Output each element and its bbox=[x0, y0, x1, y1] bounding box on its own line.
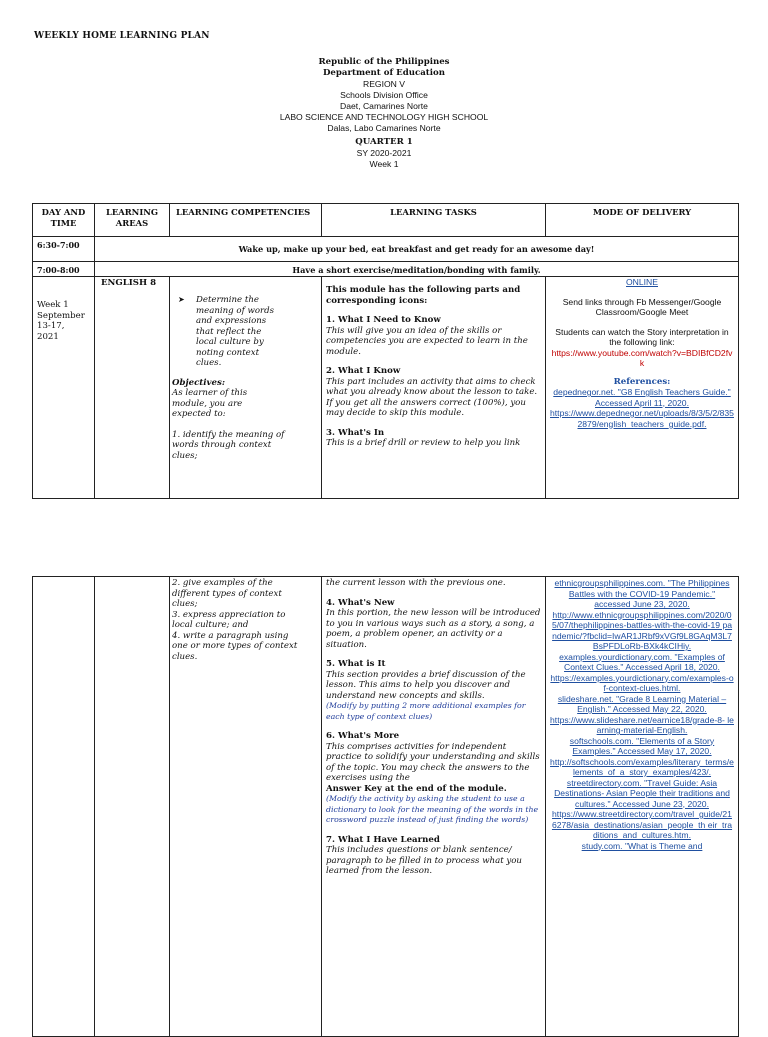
school-name: LABO SCIENCE AND TECHNOLOGY HIGH SCHOOL bbox=[279, 112, 489, 122]
objective-item: 1. identify the meaning of words through context clues; bbox=[172, 429, 285, 461]
task-note: (Modify by putting 2 more additional examples for each type of context clues) bbox=[326, 701, 526, 721]
tasks-cell bbox=[322, 277, 546, 499]
republic-line: Republic of the Philippines bbox=[318, 57, 450, 67]
task-text: This is a brief drill or review to help you link bbox=[326, 438, 521, 448]
competencies-cell-continued bbox=[170, 577, 322, 1037]
learning-area-cell-continued bbox=[95, 577, 170, 1037]
col-tasks: LEARNING TASKS bbox=[322, 204, 546, 237]
quarter-block bbox=[0, 137, 768, 170]
col-day-time: DAY AND TIME bbox=[33, 204, 95, 237]
online-link[interactable]: ONLINE bbox=[626, 277, 658, 287]
task-title: 3. What's In bbox=[326, 427, 385, 438]
location-line: Daet, Camarines Norte bbox=[340, 101, 428, 111]
week-day-cell: Week 1 September 13-17, 2021 bbox=[33, 277, 95, 499]
school-header bbox=[0, 57, 768, 134]
col-competencies: LEARNING COMPETENCIES bbox=[170, 204, 322, 237]
reference-item[interactable]: softschools.com. "Elements of a Story Examples." Accessed May 17, 2020. bbox=[569, 735, 715, 756]
task-title: 1. What I Need to Know bbox=[326, 315, 441, 325]
competency-item: ➤ Determine the meaning of words and expressions that reflect the local culture by noting context clues. bbox=[178, 295, 275, 368]
task-text: This section provides a brief discussion of the lesson. This aims to help you discover and understand new concepts and skills. bbox=[326, 669, 526, 701]
region-line: REGION V bbox=[362, 79, 406, 89]
school-year: SY 2020-2021 bbox=[356, 148, 412, 158]
reference-item[interactable]: depednegor.net. "G8 English Teachers Guide." Accessed April 11, 2020. bbox=[553, 387, 731, 408]
task-note: (Modify the activity by asking the student to use a dictionary to look for the meaning of the words in the crossword puzzle instead of just finding the words) bbox=[326, 794, 539, 824]
table-row bbox=[33, 277, 739, 499]
reference-link[interactable]: http://www.ethnicgroupsphilippines.com/2020/05/07/thephilippines-battles-with-the-covid-19 pandemic/?fbclid=IwAR1JRbf9xVGf9L8GAqM3L7BsPFDLoRb-BXk4kCIHiy. bbox=[551, 609, 733, 651]
department-line: Department of Education bbox=[322, 68, 445, 78]
objectives-intro: As learner of this module, you are expected to: bbox=[172, 388, 248, 419]
plan-table-page-1 bbox=[32, 203, 739, 499]
tasks-cell-continued bbox=[322, 577, 546, 1037]
task-text: In this portion, the new lesson will be introduced to you in various ways such as a story, a song, a poem, a problem opener, an activity or a situation. bbox=[326, 608, 541, 650]
delivery-cell bbox=[546, 277, 739, 499]
schedule-time: 7:00-8:00 bbox=[33, 262, 95, 277]
reference-item[interactable]: slideshare.net. "Grade 8 Learning Material – English." Accessed May 22, 2020. bbox=[557, 693, 727, 714]
watch-text: Students can watch the Story interpretation in the following link: bbox=[555, 326, 729, 347]
delivery-cell-continued bbox=[546, 577, 739, 1037]
schedule-activity: Wake up, make up your bed, eat breakfast and get ready for an awesome day! bbox=[95, 237, 739, 262]
task-title: 6. What's More bbox=[326, 731, 400, 741]
task-text: This includes questions or blank sentence/ paragraph to be filled in to process what you learned from the lesson. bbox=[326, 845, 522, 876]
task-text: the current lesson with the previous one. bbox=[326, 578, 506, 588]
division-line: Schools Division Office bbox=[340, 90, 428, 100]
schedule-activity: Have a short exercise/meditation/bonding with family. bbox=[95, 262, 739, 277]
task-text: This comprises activities for independent practice to solidify your understanding and skills of the topic. You may check the answers to the exercises using the bbox=[326, 741, 540, 783]
reference-link[interactable]: https://www.depednegor.net/uploads/8/3/5/2/8352879/english_teachers_guide.pdf. bbox=[550, 408, 734, 429]
plan-table-page-2 bbox=[32, 576, 739, 1037]
week-label: Week 1 bbox=[369, 159, 399, 169]
col-delivery: MODE OF DELIVERY bbox=[546, 204, 739, 237]
objective-item: 4. write a paragraph using one or more types of context clues. bbox=[172, 630, 298, 662]
reference-item[interactable]: ethnicgroupsphilippines.com. "The Philippines Battles with the COVID-19 Pandemic." accessed June 23, 2020. bbox=[554, 578, 730, 609]
references-label: References: bbox=[613, 376, 671, 387]
objective-item: 2. give examples of the different types of context clues; bbox=[172, 578, 282, 609]
task-text: This part includes an activity that aims to check what you already know about the lesson to take. If you get all the answers correct (100%), you may decide to skip this module. bbox=[326, 376, 538, 418]
objective-item: 3. express appreciation to local culture; and bbox=[172, 609, 286, 630]
send-links-text: Send links through Fb Messenger/Google Classroom/Google Meet bbox=[562, 296, 722, 317]
reference-link[interactable]: http://softschools.com/examples/literary_terms/elements_of_a_story_examples/423/. bbox=[550, 756, 734, 777]
week-day-cell-continued bbox=[33, 577, 95, 1037]
competencies-cell bbox=[170, 277, 322, 499]
task-title: 5. What is It bbox=[326, 659, 386, 669]
task-title: 7. What I Have Learned bbox=[326, 834, 440, 845]
col-learning-areas: LEARNING AREAS bbox=[95, 204, 170, 237]
reference-item[interactable]: study.com. "What is Theme and bbox=[581, 840, 703, 851]
objectives-label: Objectives: bbox=[172, 377, 226, 388]
task-text: This will give you an idea of the skills or competencies you are expected to learn in the module. bbox=[326, 325, 528, 357]
table-row bbox=[33, 237, 739, 262]
tasks-intro: This module has the following parts and corresponding icons: bbox=[326, 285, 521, 306]
table-row bbox=[33, 577, 739, 1037]
reference-link[interactable]: https://www.streetdirectory.com/travel_guide/216278/asia_destinations/asian_people_th eir_traditions_and_cultures.htm. bbox=[551, 809, 733, 840]
task-title: 4. What's New bbox=[326, 597, 395, 608]
plan-title: WEEKLY HOME LEARNING PLAN bbox=[34, 31, 210, 41]
reference-item[interactable]: streetdirectory.com. "Travel Guide: Asia Destinations- Asian People their traditions and cultures." Accessed June 23, 2020. bbox=[554, 777, 730, 809]
schedule-time: 6:30-7:00 bbox=[33, 237, 95, 262]
learning-area-cell: ENGLISH 8 bbox=[95, 277, 170, 499]
youtube-link[interactable]: https://www.youtube.com/watch?v=BDIBfCD2fvk bbox=[551, 347, 733, 368]
task-title: 2. What I Know bbox=[326, 366, 401, 376]
reference-link[interactable]: https://www.slideshare.net/earnice18/grade-8- learning-material-English. bbox=[550, 714, 734, 735]
table-row bbox=[33, 262, 739, 277]
quarter-label: QUARTER 1 bbox=[355, 137, 413, 147]
arrow-bullet-icon: ➤ bbox=[178, 295, 185, 304]
table-header-row bbox=[33, 204, 739, 237]
school-address: Dalas, Labo Camarines Norte bbox=[327, 123, 441, 133]
reference-item[interactable]: examples.yourdictionary.com. "Examples of Context Clues." Accessed April 18, 2020. bbox=[559, 651, 725, 672]
task-emphasis: Answer Key at the end of the module. bbox=[326, 783, 507, 794]
reference-link[interactable]: https://examples.yourdictionary.com/examples-of-context-clues.html. bbox=[550, 672, 734, 693]
